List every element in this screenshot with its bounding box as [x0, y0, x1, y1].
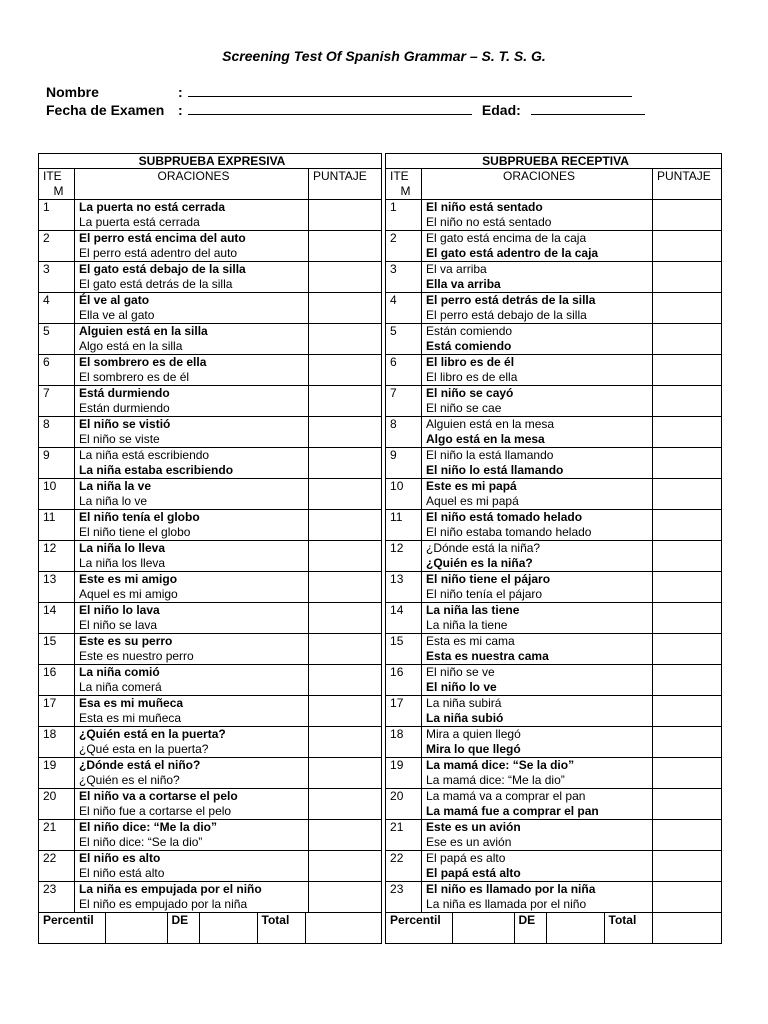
receptiva-sentences — [422, 231, 653, 262]
receptiva-score-cell[interactable] — [653, 758, 722, 789]
expresiva-item-number: 3 — [39, 262, 75, 293]
expresiva-sentences — [75, 355, 309, 386]
expresiva-sentences — [75, 386, 309, 417]
receptiva-item-number: 2 — [386, 231, 422, 262]
expresiva-score-cell[interactable] — [309, 448, 382, 479]
sentence-b: El niño lo ve — [426, 680, 497, 694]
sentence-a: La puerta no está cerrada — [79, 200, 226, 214]
expresiva-sentences — [75, 262, 309, 293]
expresiva-score-cell[interactable] — [309, 324, 382, 355]
receptiva-sentences — [422, 541, 653, 572]
expresiva-item-number: 17 — [39, 696, 75, 727]
table-row — [39, 820, 722, 851]
receptiva-score-cell[interactable] — [653, 541, 722, 572]
expresiva-oraciones-header: ORACIONES — [75, 169, 309, 200]
expresiva-sentences — [75, 634, 309, 665]
expresiva-score-cell[interactable] — [309, 293, 382, 324]
sentence-a: La mamá dice: “Se la dio” — [426, 758, 575, 772]
name-colon: : — [178, 84, 183, 100]
sentence-b: ¿Quién es la niña? — [426, 556, 533, 570]
expresiva-score-cell[interactable] — [309, 541, 382, 572]
receptiva-item-number: 12 — [386, 541, 422, 572]
expresiva-score-cell[interactable] — [309, 634, 382, 665]
sentence-a: Él ve al gato — [79, 293, 150, 307]
sentence-a: El niño está sentado — [426, 200, 543, 214]
sentence-a: El niño la está llamando — [426, 448, 554, 462]
expresiva-item-number: 23 — [39, 882, 75, 913]
date-label: Fecha de Examen — [46, 102, 165, 118]
receptiva-score-cell[interactable] — [653, 262, 722, 293]
table-row — [39, 200, 722, 231]
expresiva-sentences — [75, 603, 309, 634]
sentence-b: El niño tiene el globo — [79, 525, 191, 539]
de-value[interactable] — [199, 913, 257, 943]
expresiva-score-cell[interactable] — [309, 851, 382, 882]
sentence-b: Este es nuestro perro — [79, 649, 194, 663]
receptiva-score-cell[interactable] — [653, 510, 722, 541]
sentence-a: La niña subirá — [426, 696, 502, 710]
sentence-b: La niña comerá — [79, 680, 162, 694]
expresiva-item-number: 14 — [39, 603, 75, 634]
table-row — [39, 758, 722, 789]
sentence-b: El niño es empujado por la niña — [79, 897, 248, 911]
sentence-b: Mira lo que llegó — [426, 742, 521, 756]
table-row — [39, 882, 722, 913]
sentence-b: El gato está detrás de la silla — [79, 277, 233, 291]
table-row — [39, 262, 722, 293]
receptiva-score-cell[interactable] — [653, 479, 722, 510]
receptiva-item-number: 7 — [386, 386, 422, 417]
expresiva-item-number: 11 — [39, 510, 75, 541]
sentence-b: El sombrero es de él — [79, 370, 190, 384]
receptiva-sentences — [422, 448, 653, 479]
sentence-b: ¿Quién es el niño? — [79, 773, 180, 787]
sentence-a: Está durmiendo — [79, 386, 170, 400]
expresiva-sentences — [75, 572, 309, 603]
receptiva-score-cell[interactable] — [653, 696, 722, 727]
receptiva-sentences — [422, 789, 653, 820]
sentence-b: El niño se cae — [426, 401, 502, 415]
sentence-a: El niño es alto — [79, 851, 161, 865]
expresiva-score-cell[interactable] — [309, 355, 382, 386]
expresiva-sentences — [75, 417, 309, 448]
sentence-a: El va arriba — [426, 262, 487, 276]
sentence-b: El libro es de ella — [426, 370, 518, 384]
sentence-a: Este es un avión — [426, 820, 521, 834]
receptiva-sentences — [422, 696, 653, 727]
receptiva-item-number: 20 — [386, 789, 422, 820]
receptiva-sentences — [422, 882, 653, 913]
expresiva-sentences — [75, 758, 309, 789]
sentence-a: El niño se cayó — [426, 386, 514, 400]
receptiva-item-number: 22 — [386, 851, 422, 882]
receptiva-score-cell[interactable] — [653, 665, 722, 696]
expresiva-sentences — [75, 665, 309, 696]
sentence-a: El niño es llamado por la niña — [426, 882, 596, 896]
date-field-row — [46, 102, 645, 118]
sentence-a: El sombrero es de ella — [79, 355, 207, 369]
expresiva-item-number: 2 — [39, 231, 75, 262]
percentil-value[interactable] — [105, 913, 167, 943]
table-row — [39, 572, 722, 603]
expresiva-score-cell[interactable] — [309, 479, 382, 510]
expresiva-score-cell[interactable] — [309, 386, 382, 417]
sentence-b: El niño lo está llamando — [426, 463, 564, 477]
document-title: Screening Test Of Spanish Grammar – S. T. S. G. — [222, 48, 546, 64]
expresiva-sentences — [75, 882, 309, 913]
age-blank-line[interactable] — [531, 102, 645, 115]
receptiva-item-number: 19 — [386, 758, 422, 789]
expresiva-item-number: 7 — [39, 386, 75, 417]
date-colon: : — [178, 102, 183, 118]
receptiva-score-cell[interactable] — [653, 727, 722, 758]
receptiva-score-cell[interactable] — [653, 820, 722, 851]
receptiva-score-cell[interactable] — [653, 882, 722, 913]
sentence-a: El niño lo lava — [79, 603, 160, 617]
sentence-a: Este es su perro — [79, 634, 173, 648]
sentence-b: El niño dice: “Se la dio” — [79, 835, 203, 849]
receptiva-footer — [386, 913, 722, 944]
expresiva-item-number: 1 — [39, 200, 75, 231]
sentence-b: La niña la tiene — [426, 618, 508, 632]
table-row — [39, 603, 722, 634]
receptiva-item-number: 15 — [386, 634, 422, 665]
receptiva-score-cell[interactable] — [653, 448, 722, 479]
expresiva-item-number: 21 — [39, 820, 75, 851]
table-row — [39, 851, 722, 882]
sentence-a: El niño tiene el pájaro — [426, 572, 551, 586]
receptiva-sentences — [422, 572, 653, 603]
expresiva-sentences — [75, 541, 309, 572]
receptiva-score-cell[interactable] — [653, 231, 722, 262]
receptiva-title: SUBPRUEBA RECEPTIVA — [386, 154, 722, 169]
table-row — [39, 696, 722, 727]
receptiva-score-cell[interactable] — [653, 634, 722, 665]
receptiva-score-cell[interactable] — [653, 603, 722, 634]
total-label: Total — [604, 913, 652, 943]
percentil-label: Percentil — [43, 913, 94, 927]
percentil-label: Percentil — [390, 913, 441, 927]
receptiva-item-number: 1 — [386, 200, 422, 231]
expresiva-footer — [39, 913, 382, 944]
sentence-a: La niña la ve — [79, 479, 152, 493]
de-label: DE — [514, 913, 546, 943]
sentence-b: Esta es nuestra cama — [426, 649, 549, 663]
table-row — [39, 727, 722, 758]
expresiva-item-number: 16 — [39, 665, 75, 696]
sentence-a: La niña comió — [79, 665, 160, 679]
receptiva-item-number: 13 — [386, 572, 422, 603]
expresiva-score-cell[interactable] — [309, 696, 382, 727]
expresiva-item-number: 4 — [39, 293, 75, 324]
sentence-b: Aquel es mi amigo — [79, 587, 178, 601]
receptiva-puntaje-header: PUNTAJE — [653, 169, 722, 200]
expresiva-item-number: 19 — [39, 758, 75, 789]
sentence-b: Aquel es mi papá — [426, 494, 519, 508]
expresiva-sentences — [75, 231, 309, 262]
name-field-row — [46, 84, 632, 100]
sentence-b: La mamá fue a comprar el pan — [426, 804, 599, 818]
expresiva-sentences — [75, 200, 309, 231]
sentence-b: Están durmiendo — [79, 401, 170, 415]
expresiva-score-cell[interactable] — [309, 231, 382, 262]
receptiva-sentences — [422, 603, 653, 634]
sentence-a: La mamá va a comprar el pan — [426, 789, 586, 803]
name-label: Nombre — [46, 84, 99, 100]
expresiva-sentences — [75, 293, 309, 324]
sentence-a: Este es mi amigo — [79, 572, 178, 586]
sentence-b: Ella ve al gato — [79, 308, 155, 322]
sentence-b: La niña es llamada por el niño — [426, 897, 587, 911]
receptiva-score-cell[interactable] — [653, 324, 722, 355]
receptiva-score-cell[interactable] — [653, 851, 722, 882]
table-row — [39, 789, 722, 820]
sentence-a: El niño se vistió — [79, 417, 171, 431]
name-blank-line[interactable] — [188, 84, 632, 97]
total-value[interactable] — [652, 913, 721, 943]
expresiva-sentences — [75, 851, 309, 882]
receptiva-sentences — [422, 386, 653, 417]
sentence-b: La niña lo ve — [79, 494, 148, 508]
sentence-a: La niña es empujada por el niño — [79, 882, 262, 896]
date-blank-line[interactable] — [188, 102, 472, 115]
sentence-a: El niño va a cortarse el pelo — [79, 789, 238, 803]
receptiva-item-header: ITE M — [386, 169, 422, 200]
expresiva-item-number: 8 — [39, 417, 75, 448]
expresiva-item-number: 5 — [39, 324, 75, 355]
de-label: DE — [167, 913, 199, 943]
expresiva-score-cell[interactable] — [309, 882, 382, 913]
total-value[interactable] — [305, 913, 381, 943]
receptiva-sentences — [422, 200, 653, 231]
expresiva-item-number: 20 — [39, 789, 75, 820]
sentence-a: El papá es alto — [426, 851, 506, 865]
sentence-a: El niño está tomado helado — [426, 510, 583, 524]
sentence-a: Este es mi papá — [426, 479, 517, 493]
receptiva-score-cell[interactable] — [653, 200, 722, 231]
sentence-a: El niño se ve — [426, 665, 495, 679]
expresiva-title: SUBPRUEBA EXPRESIVA — [39, 154, 382, 169]
receptiva-sentences — [422, 262, 653, 293]
sentence-b: Ese es un avión — [426, 835, 512, 849]
receptiva-sentences — [422, 417, 653, 448]
sentence-b: El perro está adentro del auto — [79, 246, 238, 260]
expresiva-item-number: 18 — [39, 727, 75, 758]
sentence-a: Esta es mi cama — [426, 634, 515, 648]
percentil-value[interactable] — [452, 913, 514, 943]
receptiva-sentences — [422, 324, 653, 355]
expresiva-score-cell[interactable] — [309, 789, 382, 820]
sentence-a: ¿Dónde está el niño? — [79, 758, 201, 772]
table-row — [39, 324, 722, 355]
sentence-a: La niña está escribiendo — [79, 448, 210, 462]
expresiva-sentences — [75, 696, 309, 727]
de-value[interactable] — [546, 913, 604, 943]
receptiva-score-cell[interactable] — [653, 417, 722, 448]
receptiva-score-cell[interactable] — [653, 293, 722, 324]
sentence-a: Están comiendo — [426, 324, 513, 338]
receptiva-sentences — [422, 634, 653, 665]
sentence-a: Alguien está en la silla — [79, 324, 208, 338]
table-row — [39, 634, 722, 665]
receptiva-sentences — [422, 758, 653, 789]
expresiva-score-cell[interactable] — [309, 820, 382, 851]
expresiva-score-cell[interactable] — [309, 727, 382, 758]
expresiva-sentences — [75, 727, 309, 758]
sentence-b: Esta es mi muñeca — [79, 711, 182, 725]
expresiva-item-number: 6 — [39, 355, 75, 386]
receptiva-oraciones-header: ORACIONES — [422, 169, 653, 200]
sentence-b: El niño se lava — [79, 618, 158, 632]
expresiva-score-cell[interactable] — [309, 603, 382, 634]
table-row — [39, 541, 722, 572]
sentence-a: ¿Dónde está la niña? — [426, 541, 541, 555]
expresiva-sentences — [75, 510, 309, 541]
sentence-b: Ella va arriba — [426, 277, 501, 291]
expresiva-sentences — [75, 479, 309, 510]
receptiva-item-number: 5 — [386, 324, 422, 355]
table-row — [39, 417, 722, 448]
table-row — [39, 479, 722, 510]
sentence-a: El libro es de él — [426, 355, 515, 369]
expresiva-sentences — [75, 448, 309, 479]
table-row — [39, 293, 722, 324]
sentence-b: El perro está debajo de la silla — [426, 308, 587, 322]
sentence-b: El niño no está sentado — [426, 215, 552, 229]
sentence-b: El niño está alto — [79, 866, 165, 880]
sentence-a: El perro está detrás de la silla — [426, 293, 596, 307]
sentence-b: El papá está alto — [426, 866, 521, 880]
receptiva-item-number: 16 — [386, 665, 422, 696]
sentence-b: El niño tenía el pájaro — [426, 587, 543, 601]
receptiva-sentences — [422, 665, 653, 696]
sentence-b: La puerta está cerrada — [79, 215, 200, 229]
total-label: Total — [257, 913, 305, 943]
sentence-a: El perro está encima del auto — [79, 231, 246, 245]
expresiva-sentences — [75, 324, 309, 355]
receptiva-sentences — [422, 820, 653, 851]
receptiva-sentences — [422, 510, 653, 541]
receptiva-item-number: 23 — [386, 882, 422, 913]
expresiva-item-number: 22 — [39, 851, 75, 882]
table-row — [39, 386, 722, 417]
receptiva-item-number: 6 — [386, 355, 422, 386]
sentence-a: El niño tenía el globo — [79, 510, 200, 524]
sentence-b: El niño fue a cortarse el pelo — [79, 804, 232, 818]
receptiva-sentences — [422, 355, 653, 386]
receptiva-sentences — [422, 479, 653, 510]
sentence-b: El gato está adentro de la caja — [426, 246, 599, 260]
sentence-a: Alguien está en la mesa — [426, 417, 555, 431]
expresiva-item-number: 12 — [39, 541, 75, 572]
receptiva-score-cell[interactable] — [653, 386, 722, 417]
expresiva-score-cell[interactable] — [309, 262, 382, 293]
expresiva-item-header: ITE M — [39, 169, 75, 200]
table-row — [39, 448, 722, 479]
expresiva-sentences — [75, 789, 309, 820]
receptiva-score-cell[interactable] — [653, 789, 722, 820]
expresiva-item-number: 13 — [39, 572, 75, 603]
receptiva-score-cell[interactable] — [653, 355, 722, 386]
receptiva-item-number: 14 — [386, 603, 422, 634]
receptiva-score-cell[interactable] — [653, 572, 722, 603]
table-row — [39, 665, 722, 696]
expresiva-score-cell[interactable] — [309, 417, 382, 448]
receptiva-sentences — [422, 293, 653, 324]
sentence-b: Algo está en la mesa — [426, 432, 545, 446]
expresiva-score-cell[interactable] — [309, 572, 382, 603]
sentence-a: ¿Quién está en la puerta? — [79, 727, 226, 741]
sentence-b: El niño se viste — [79, 432, 160, 446]
sentence-b: La niña subió — [426, 711, 504, 725]
table-row — [39, 355, 722, 386]
receptiva-sentences — [422, 727, 653, 758]
sentence-a: Mira a quien llegó — [426, 727, 521, 741]
receptiva-item-number: 18 — [386, 727, 422, 758]
sentence-a: Esa es mi muñeca — [79, 696, 184, 710]
expresiva-score-cell[interactable] — [309, 510, 382, 541]
expresiva-sentences — [75, 820, 309, 851]
sentence-b: ¿Qué esta en la puerta? — [79, 742, 209, 756]
receptiva-item-number: 8 — [386, 417, 422, 448]
sentence-a: El gato está encima de la caja — [426, 231, 587, 245]
age-label: Edad: — [481, 102, 521, 118]
table-row — [39, 510, 722, 541]
grammar-test-table — [38, 153, 722, 944]
receptiva-item-number: 11 — [386, 510, 422, 541]
expresiva-item-number: 10 — [39, 479, 75, 510]
expresiva-score-cell[interactable] — [309, 758, 382, 789]
footer-row — [39, 913, 722, 944]
sentence-a: El gato está debajo de la silla — [79, 262, 246, 276]
sentence-b: La niña los lleva — [79, 556, 166, 570]
sentence-a: La niña lo lleva — [79, 541, 166, 555]
expresiva-score-cell[interactable] — [309, 200, 382, 231]
receptiva-item-number: 17 — [386, 696, 422, 727]
sentence-b: La niña estaba escribiendo — [79, 463, 234, 477]
sentence-a: El niño dice: “Me la dio” — [79, 820, 218, 834]
sentence-b: Algo está en la silla — [79, 339, 183, 353]
expresiva-item-number: 15 — [39, 634, 75, 665]
sentence-b: Está comiendo — [426, 339, 512, 353]
expresiva-item-number: 9 — [39, 448, 75, 479]
sentence-b: El niño estaba tomando helado — [426, 525, 592, 539]
receptiva-item-number: 10 — [386, 479, 422, 510]
receptiva-item-number: 3 — [386, 262, 422, 293]
receptiva-item-number: 9 — [386, 448, 422, 479]
expresiva-puntaje-header: PUNTAJE — [309, 169, 382, 200]
sentence-a: La niña las tiene — [426, 603, 520, 617]
sentence-b: La mamá dice: “Me la dio” — [426, 773, 565, 787]
receptiva-item-number: 21 — [386, 820, 422, 851]
table-row — [39, 231, 722, 262]
receptiva-sentences — [422, 851, 653, 882]
expresiva-score-cell[interactable] — [309, 665, 382, 696]
receptiva-item-number: 4 — [386, 293, 422, 324]
